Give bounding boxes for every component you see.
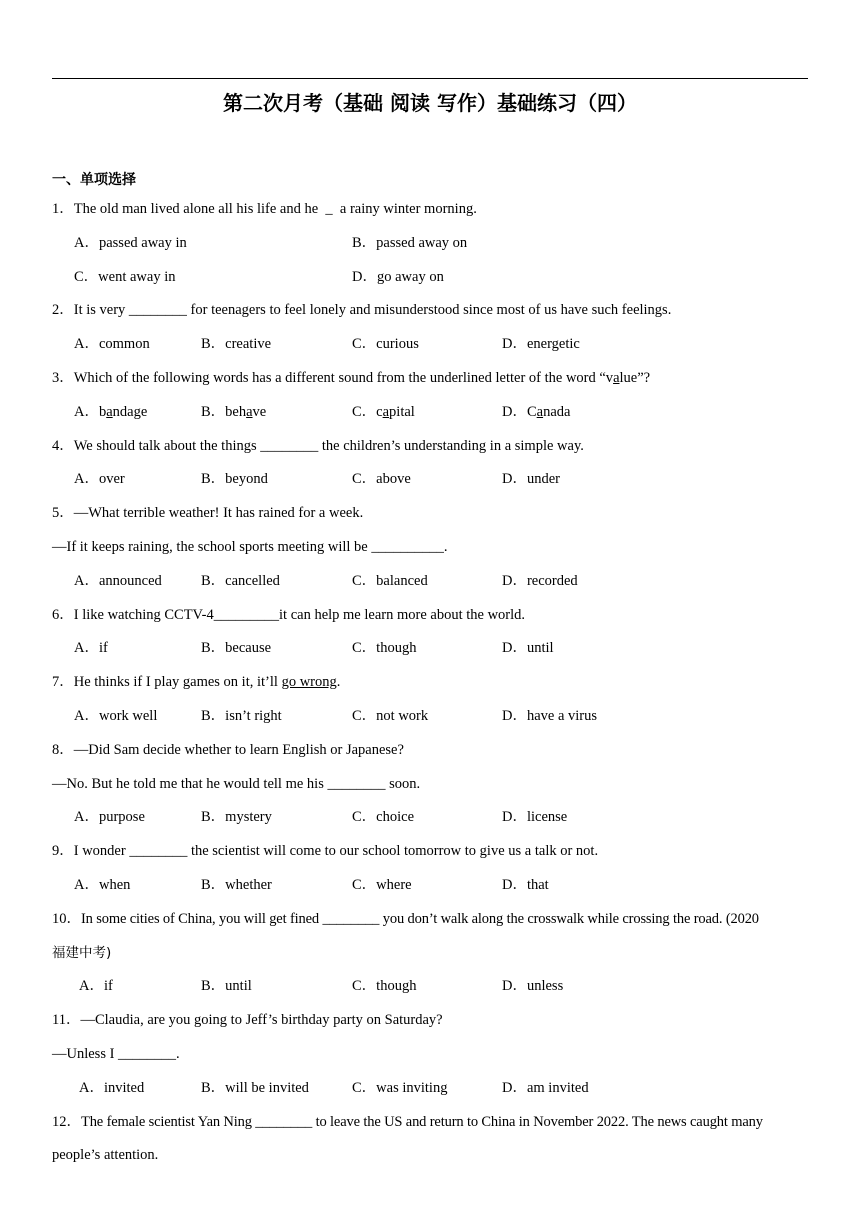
question-text: —What terrible weather! It has rained for a week. [73,505,364,522]
option-c[interactable]: C．above [352,471,411,488]
options-8 [52,806,808,840]
question-number: 11． [52,1012,81,1029]
option-a[interactable]: A．work well [74,707,158,724]
question-10-cont [52,942,808,976]
options-5 [52,570,808,604]
question-number: 2． [52,302,74,319]
option-b[interactable]: B．creative [201,336,272,353]
option-a[interactable]: A．common [74,336,150,353]
question-8 [52,739,808,773]
option-b[interactable]: B．behave [201,403,267,420]
option-a[interactable]: A．invited [79,1079,145,1096]
option-b[interactable]: B．mystery [201,809,272,826]
options-3 [52,401,808,435]
option-b[interactable]: B．will be invited [201,1079,309,1096]
option-a[interactable]: A．over [74,471,125,488]
option-b[interactable]: B．because [201,640,272,657]
question-text-end: lue”? [619,369,651,386]
question-number: 5． [52,505,74,522]
question-number: 10． [52,910,81,927]
option-a[interactable]: A．passed away in [74,234,187,251]
option-c[interactable]: C．went away in [74,268,176,285]
question-number: 9． [52,843,74,860]
option-d[interactable]: D．recorded [502,572,578,589]
option-c[interactable]: C．though [352,640,417,657]
option-d[interactable]: D．until [502,640,554,657]
question-text: —Did Sam decide whether to learn English or Japanese? [73,741,404,758]
option-a[interactable]: A．announced [74,572,162,589]
question-text-end: . [336,674,341,691]
option-d[interactable]: D．that [502,876,549,893]
options-4 [52,468,808,502]
underlined-letter: a [613,369,620,386]
option-d[interactable]: D．unless [502,978,564,995]
question-10 [52,908,808,942]
option-d[interactable]: D．go away on [352,268,444,285]
option-c[interactable]: C．was inviting [352,1079,448,1096]
options-10 [52,975,808,1009]
question-text: Which of the following words has a different sound from the underlined letter of the word “v [73,369,614,386]
option-b[interactable]: B．whether [201,876,272,893]
question-12-cont: people’s attention. [52,1147,159,1164]
options-11 [52,1077,808,1111]
question-text: It is very ________ for teenagers to feel lonely and misunderstood since most of us have such feelings. [73,302,672,319]
question-text: The old man lived alone all his life and he _ a rainy winter morning. [73,201,477,217]
option-c[interactable]: C．curious [352,336,419,353]
option-d[interactable]: D．am invited [502,1079,589,1096]
question-7 [52,671,808,705]
question-number: 6． [52,606,74,623]
option-c[interactable]: C．balanced [352,572,428,589]
question-source: 福建中考) [52,944,112,961]
option-d[interactable]: D．energetic [502,336,580,353]
option-c[interactable]: C．choice [352,809,415,826]
question-text: We should talk about the things ________ the children’s understanding in a simple way. [73,437,584,454]
question-3 [52,367,808,401]
question-text: The female scientist Yan Ning ________ to leave the US and return to China in November 2022. The news caught many [81,1113,763,1130]
options-6 [52,637,808,671]
options-7 [52,705,808,739]
option-b[interactable]: B．isn’t right [201,707,282,724]
question-1 [52,198,808,232]
options-9 [52,874,808,908]
question-5 [52,502,808,536]
question-12 [52,1111,808,1145]
option-a[interactable]: A．if [74,640,108,657]
question-11-reply: —Unless I ________. [52,1045,180,1062]
question-8-reply: —No. But he told me that he would tell me his ________ soon. [52,775,421,792]
option-b[interactable]: B．until [201,978,252,995]
option-a[interactable]: A．when [74,876,131,893]
option-b[interactable]: B．beyond [201,471,268,488]
option-c[interactable]: C．where [352,876,412,893]
question-text: —Claudia, are you going to Jeff’s birthday party on Saturday? [80,1012,443,1029]
question-list [52,198,808,1178]
options-1b [52,266,808,300]
option-d[interactable]: D．under [502,471,560,488]
option-c[interactable]: C．though [352,978,417,995]
question-5-reply: —If it keeps raining, the school sports meeting will be __________. [52,538,448,555]
question-2 [52,299,808,333]
question-11 [52,1009,808,1043]
option-a[interactable]: A．if [79,978,113,995]
question-number: 7． [52,674,74,691]
option-c[interactable]: C．not work [352,707,429,724]
underlined-phrase: go wrong [281,674,337,691]
question-text: I like watching CCTV-4_________it can help me learn more about the world. [73,606,526,623]
question-6 [52,604,808,638]
option-d[interactable]: D．Canada [502,403,571,420]
question-text: I wonder ________ the scientist will come to our school tomorrow to give us a talk or not. [73,843,599,860]
option-d[interactable]: D．have a virus [502,707,598,724]
question-text: In some cities of China, you will get fined ________ you don’t walk along the crosswalk while crossing the road. (2020 [81,910,759,927]
question-9 [52,840,808,874]
option-a[interactable]: A．bandage [74,403,148,420]
question-number: 4． [52,437,74,454]
options-1 [52,232,808,266]
option-b[interactable]: B．passed away on [352,234,468,251]
header-rule [52,78,808,79]
option-c[interactable]: C．capital [352,403,415,420]
question-number: 3． [52,369,74,386]
question-number: 8． [52,741,74,758]
option-a[interactable]: A．purpose [74,809,145,826]
question-number: 12． [52,1113,81,1130]
option-d[interactable]: D．license [502,809,568,826]
option-b[interactable]: B．cancelled [201,572,280,589]
section-heading: 一、单项选择 [52,172,136,188]
question-4 [52,435,808,469]
question-text: He thinks if I play games on it, it’ll [73,674,282,691]
question-number: 1． [52,201,74,217]
options-2 [52,333,808,367]
page-title: 第二次月考（基础 阅读 写作）基础练习（四） [223,91,637,115]
